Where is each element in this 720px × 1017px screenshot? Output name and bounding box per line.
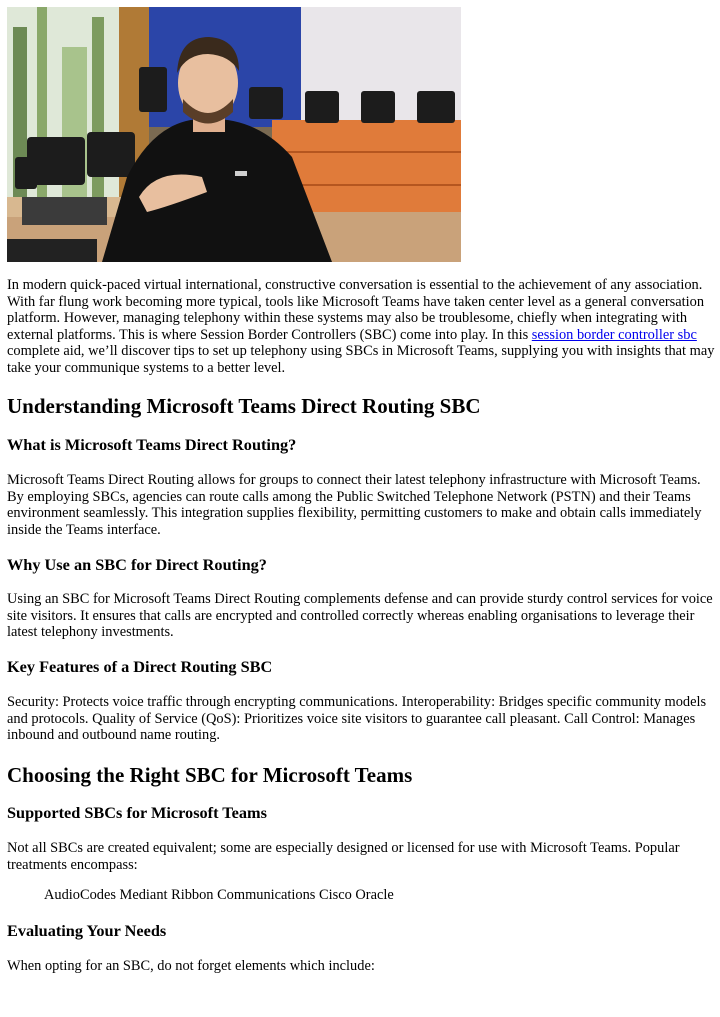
subheading-evaluating-needs: Evaluating Your Needs	[7, 921, 167, 940]
section-heading-choosing-sbc: Choosing the Right SBC for Microsoft Teams	[7, 763, 413, 787]
intro-text-continued: complete aid, we’ll discover tips to set up telephony using SBCs in Microsoft Teams, supplying you with insights that may take your communique systems to a better level.	[7, 343, 715, 376]
hero-image	[7, 7, 461, 262]
subheading-why-use-sbc: Why Use an SBC for Direct Routing?	[7, 555, 267, 574]
paragraph-what-is-direct-routing: Microsoft Teams Direct Routing allows for groups to connect their latest telephony infrastructure with Microsoft Teams. By employing SBCs, agencies can route calls among the Public Switched Telephone Network (PSTN) and their Teams environment seamlessly. This integration supplies flexibility, permitting customers to make and obtain calls immediately inside the Teams interface.	[7, 472, 702, 538]
subheading-what-is-direct-routing: What is Microsoft Teams Direct Routing?	[7, 435, 297, 454]
paragraph-key-features: Security: Protects voice traffic through encrypting communications. Interoperability: Bridges specific community models and protocols. Quality of Service (QoS): Prioritizes voice site visitors to guarantee call pleasant. Call Control: Manages inbound and outbound name routing.	[7, 694, 707, 743]
paragraph-supported-sbcs: Not all SBCs are created equivalent; some are especially designed or licensed for use with Microsoft Teams. Popular treatments encompass:	[7, 840, 680, 873]
intro-text: In modern quick-paced virtual international, constructive conversation is essential to the achievement of any association. With far flung work becoming more typical, tools like Microsoft Teams have taken center level as a general conversation platform. However, managing telephony within these systems may also be troublesome, chiefly when integrating with external platforms. This is where Session Border Controllers (SBC) come into play. In this	[7, 277, 705, 343]
paragraph-why-use-sbc: Using an SBC for Microsoft Teams Direct Routing complements defense and can provide sturdy control services for voice site visitors. It ensures that calls are encrypted and controlled correctly whereas enabling organisations to leverage their latest telephony investments.	[7, 591, 713, 640]
subheading-supported-sbcs: Supported SBCs for Microsoft Teams	[7, 803, 267, 822]
office-photo	[7, 7, 461, 262]
supported-sbc-list: AudioCodes Mediant Ribbon Communications Cisco Oracle	[44, 887, 394, 903]
section-heading-direct-routing: Understanding Microsoft Teams Direct Routing SBC	[7, 394, 481, 418]
session-border-controller-link[interactable]: session border controller sbc	[531, 326, 697, 343]
intro-paragraph	[7, 277, 715, 376]
subheading-key-features: Key Features of a Direct Routing SBC	[7, 657, 273, 676]
paragraph-evaluating-needs: When opting for an SBC, do not forget elements which include:	[7, 958, 375, 974]
